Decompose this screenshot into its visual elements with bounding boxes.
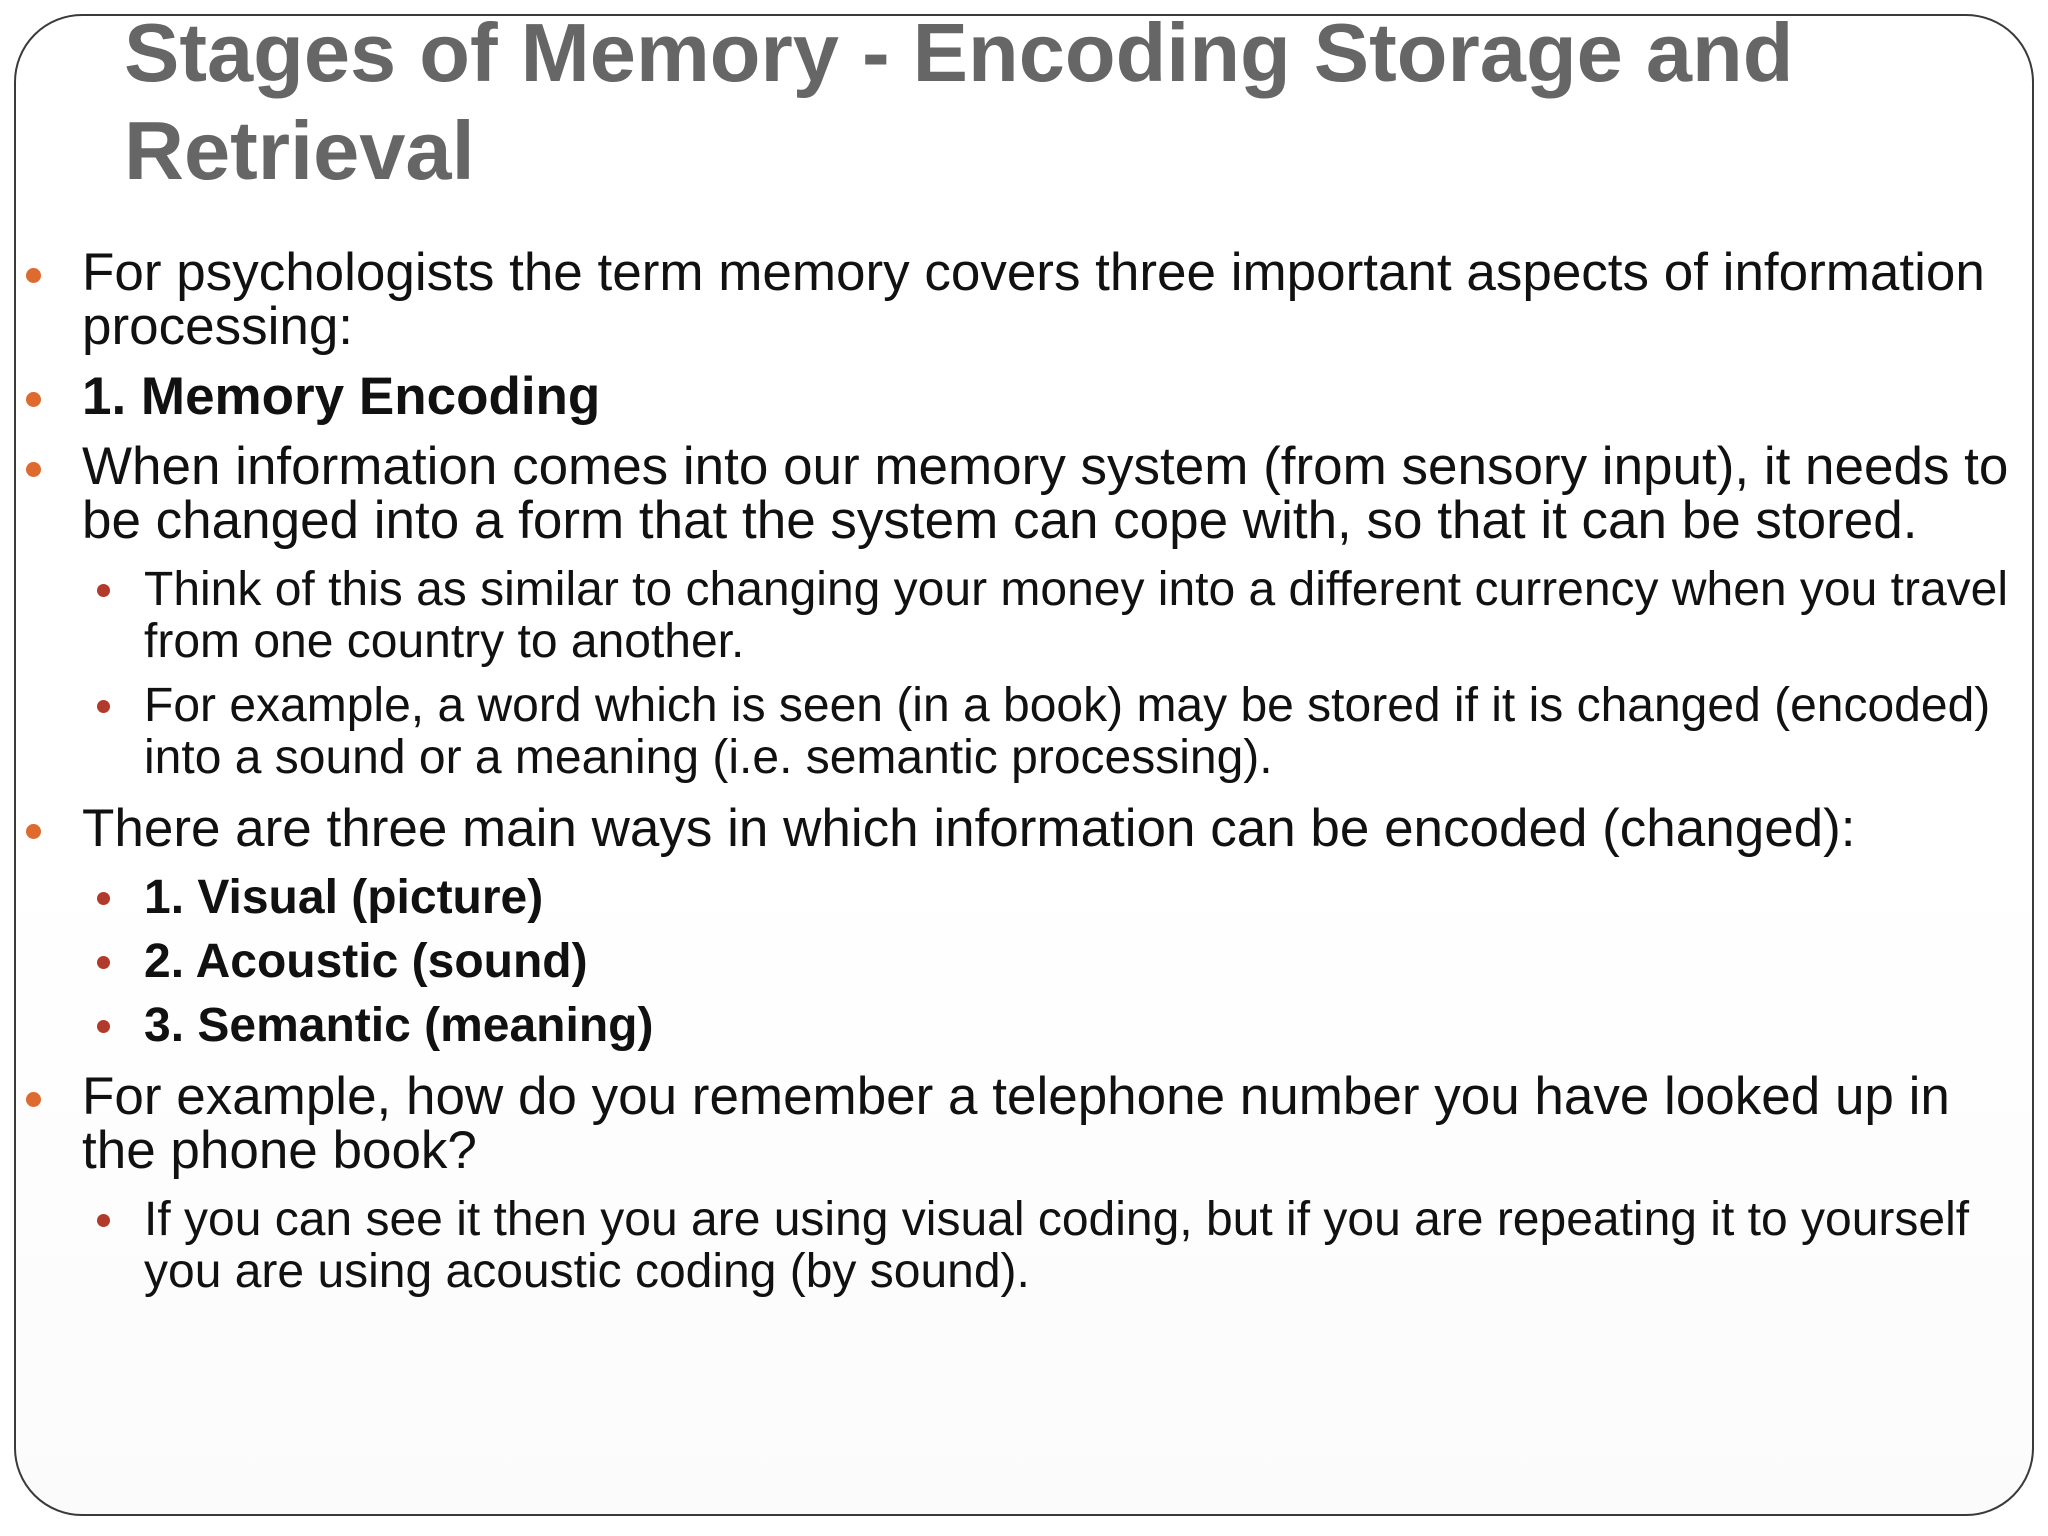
sub-bullet-dot-icon <box>97 892 110 905</box>
bullet-text: 1. Memory Encoding <box>82 367 601 426</box>
bullet-dot-icon <box>26 824 41 839</box>
sub-bullet-item <box>22 564 2022 668</box>
bullet-item <box>22 437 2022 550</box>
sub-bullet-text: If you can see it then you are using visual coding, but if you are repeating it to yourself you are using acoustic coding (by sound). <box>144 1193 1970 1298</box>
sub-bullet-text: 1. Visual (picture) <box>144 871 544 924</box>
sub-bullet-text: 3. Semantic (meaning) <box>144 999 654 1052</box>
bullet-text: For example, how do you remember a telephone number you have looked up in the phone book? <box>82 1067 1950 1180</box>
sub-bullet-text: Think of this as similar to changing your money into a different currency when you travel from one country to another. <box>144 563 2009 668</box>
bullet-text: For psychologists the term memory covers three important aspects of information processing: <box>82 243 1985 356</box>
bullet-dot-icon <box>26 392 41 407</box>
bullet-dot-icon <box>26 268 41 283</box>
sub-bullet-dot-icon <box>97 1020 110 1033</box>
sub-bullet-text: For example, a word which is seen (in a book) may be stored if it is changed (encoded) into a sound or a meaning (i.e. semantic processing). <box>144 679 1991 784</box>
bullet-text: When information comes into our memory system (from sensory input), it needs to be changed into a form that the system can cope with, so that it can be stored. <box>82 437 2009 550</box>
sub-bullet-item <box>22 936 2022 988</box>
slide-title: Stages of Memory - Encoding Storage and Retrieval <box>124 6 1794 197</box>
sub-bullet-item <box>22 680 2022 784</box>
bullet-dot-icon <box>26 462 41 477</box>
sub-bullet-dot-icon <box>97 584 110 597</box>
sub-bullet-item <box>22 1194 2022 1298</box>
bullet-item <box>22 243 2022 356</box>
bullet-item <box>22 799 2022 858</box>
sub-bullet-text: 2. Acoustic (sound) <box>144 935 588 988</box>
sub-bullet-dot-icon <box>97 700 110 713</box>
bullet-item <box>22 367 2022 426</box>
sub-bullet-item <box>22 872 2022 924</box>
bullet-dot-icon <box>26 1092 41 1107</box>
bullet-item <box>22 1067 2022 1180</box>
sub-bullet-dot-icon <box>97 1214 110 1227</box>
bullet-text: There are three main ways in which information can be encoded (changed): <box>82 799 1856 858</box>
bullet-list <box>22 243 2022 1310</box>
sub-bullet-dot-icon <box>97 956 110 969</box>
sub-bullet-item <box>22 1000 2022 1052</box>
